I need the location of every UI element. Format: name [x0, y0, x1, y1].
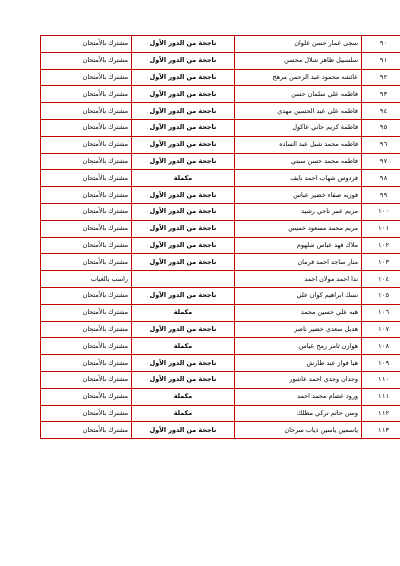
- row-number: ٩٤: [362, 103, 400, 120]
- results-table-body: [41, 36, 400, 439]
- row-number: ١٠٦: [362, 304, 400, 321]
- row-number: ٩٠: [362, 36, 400, 53]
- status-cell: مشترك بالأمتحان: [41, 287, 132, 304]
- row-number: ٩٣: [362, 86, 400, 103]
- status-cell: مشترك بالأمتحان: [41, 371, 132, 388]
- row-number: ١٠٣: [362, 254, 400, 271]
- table-row: [41, 388, 400, 405]
- table-row: [41, 153, 400, 170]
- row-number: ١٠٠: [362, 203, 400, 220]
- student-name: منار ساجد احمد فرمان: [235, 254, 362, 271]
- student-name: ورود عصام محمد احمد: [235, 388, 362, 405]
- result-cell: ناجحة من الدور الأول: [132, 187, 235, 204]
- result-cell: ناجحة من الدور الأول: [132, 69, 235, 86]
- status-cell: مشترك بالأمتحان: [41, 405, 132, 422]
- student-name: ملاك فهد عباس شلهوم: [235, 237, 362, 254]
- table-row: [41, 69, 400, 86]
- status-cell: مشترك بالأمتحان: [41, 422, 132, 439]
- table-row: [41, 304, 400, 321]
- student-name: هيا فواز عبد طارش: [235, 355, 362, 372]
- student-name: فوزيه صفاء خضير عباس: [235, 187, 362, 204]
- result-cell: ناجحة من الدور الأول: [132, 321, 235, 338]
- row-number: ١٠٢: [362, 237, 400, 254]
- table-row: [41, 103, 400, 120]
- student-name: وجدان وجدي احمد عاشور: [235, 371, 362, 388]
- table-row: [41, 86, 400, 103]
- status-cell: مشترك بالأمتحان: [41, 321, 132, 338]
- row-number: ١١٢: [362, 405, 400, 422]
- result-cell: مكملة: [132, 338, 235, 355]
- row-number: ٩٥: [362, 119, 400, 136]
- status-cell: مشترك بالأمتحان: [41, 237, 132, 254]
- table-row: [41, 271, 400, 288]
- student-name: فردوس شهاب احمد نايف: [235, 170, 362, 187]
- table-row: [41, 36, 400, 53]
- status-cell: مشترك بالأمتحان: [41, 86, 132, 103]
- status-cell: مشترك بالأمتحان: [41, 187, 132, 204]
- student-name: فاطمه علي عبد الحسين مهدي: [235, 103, 362, 120]
- status-cell: راسب بالغياب: [41, 271, 132, 288]
- result-cell: ناجحة من الدور الأول: [132, 86, 235, 103]
- row-number: ٩٩: [362, 187, 400, 204]
- student-name: سلسبيل ظاهر شلال محسن: [235, 52, 362, 69]
- result-cell: [132, 271, 235, 288]
- status-cell: مشترك بالأمتحان: [41, 136, 132, 153]
- result-cell: مكملة: [132, 304, 235, 321]
- table-row: [41, 136, 400, 153]
- table-row: [41, 371, 400, 388]
- student-name: ياسمين ياسين ذياب سرحان: [235, 422, 362, 439]
- result-cell: ناجحة من الدور الأول: [132, 36, 235, 53]
- status-cell: مشترك بالأمتحان: [41, 170, 132, 187]
- row-number: ٩٨: [362, 170, 400, 187]
- table-row: [41, 220, 400, 237]
- status-cell: مشترك بالأمتحان: [41, 203, 132, 220]
- table-row: [41, 422, 400, 439]
- status-cell: مشترك بالأمتحان: [41, 153, 132, 170]
- student-name: سجى عمار حسن علوان: [235, 36, 362, 53]
- status-cell: مشترك بالأمتحان: [41, 69, 132, 86]
- row-number: ١٠٥: [362, 287, 400, 304]
- student-name: فاطمه محمد شبل عبد الساده: [235, 136, 362, 153]
- row-number: ١١١: [362, 388, 400, 405]
- table-row: [41, 321, 400, 338]
- student-name: فاطمة كريم جاني عاكول: [235, 119, 362, 136]
- result-cell: ناجحة من الدور الأول: [132, 237, 235, 254]
- result-cell: مكملة: [132, 405, 235, 422]
- table-row: [41, 203, 400, 220]
- status-cell: مشترك بالأمتحان: [41, 304, 132, 321]
- result-cell: ناجحة من الدور الأول: [132, 254, 235, 271]
- table-row: [41, 338, 400, 355]
- status-cell: مشترك بالأمتحان: [41, 36, 132, 53]
- status-cell: مشترك بالأمتحان: [41, 52, 132, 69]
- table-row: [41, 254, 400, 271]
- student-name: هديل سعدي خضير ناصر: [235, 321, 362, 338]
- status-cell: مشترك بالأمتحان: [41, 388, 132, 405]
- status-cell: مشترك بالأمتحان: [41, 254, 132, 271]
- table-row: [41, 52, 400, 69]
- status-cell: مشترك بالأمتحان: [41, 103, 132, 120]
- result-cell: ناجحة من الدور الأول: [132, 287, 235, 304]
- row-number: ٩٦: [362, 136, 400, 153]
- result-cell: ناجحة من الدور الأول: [132, 103, 235, 120]
- row-number: ١٠٤: [362, 271, 400, 288]
- result-cell: ناجحة من الدور الأول: [132, 136, 235, 153]
- table-row: [41, 187, 400, 204]
- student-name: فاطمه علي سلمان حسن: [235, 86, 362, 103]
- status-cell: مشترك بالأمتحان: [41, 119, 132, 136]
- row-number: ٩٢: [362, 69, 400, 86]
- row-number: ٩١: [362, 52, 400, 69]
- row-number: ١١٠: [362, 371, 400, 388]
- result-cell: ناجحة من الدور الأول: [132, 220, 235, 237]
- result-cell: مكملة: [132, 388, 235, 405]
- row-number: ١١٣: [362, 422, 400, 439]
- result-cell: ناجحة من الدور الأول: [132, 371, 235, 388]
- status-cell: مشترك بالأمتحان: [41, 338, 132, 355]
- result-cell: ناجحة من الدور الأول: [132, 52, 235, 69]
- student-name: مريم عمر ناجي رشيد: [235, 203, 362, 220]
- table-row: [41, 237, 400, 254]
- row-number: ٩٧: [362, 153, 400, 170]
- row-number: ١٠٩: [362, 355, 400, 372]
- table-row: [41, 170, 400, 187]
- student-name: مريم محمد مسعود خميس: [235, 220, 362, 237]
- student-name: هبه علي حسين محمد: [235, 304, 362, 321]
- result-cell: ناجحة من الدور الأول: [132, 153, 235, 170]
- table-row: [41, 355, 400, 372]
- result-cell: ناجحة من الدور الأول: [132, 355, 235, 372]
- row-number: ١٠١: [362, 220, 400, 237]
- row-number: ١٠٨: [362, 338, 400, 355]
- student-name: نسك ابراهيم كوان علي: [235, 287, 362, 304]
- result-cell: ناجحة من الدور الأول: [132, 422, 235, 439]
- student-name: وسن حاتم تركي مطلك: [235, 405, 362, 422]
- table-row: [41, 287, 400, 304]
- table-row: [41, 119, 400, 136]
- student-name: هوازن ثامر رمح عباس: [235, 338, 362, 355]
- student-name: فاطمه محمد حسن سبتي: [235, 153, 362, 170]
- status-cell: مشترك بالأمتحان: [41, 355, 132, 372]
- row-number: ١٠٧: [362, 321, 400, 338]
- student-name: عائشه محمود عبد الرحمن مرهج: [235, 69, 362, 86]
- table-row: [41, 405, 400, 422]
- student-name: ندا احمد مولان احمد: [235, 271, 362, 288]
- status-cell: مشترك بالأمتحان: [41, 220, 132, 237]
- result-cell: مكملة: [132, 170, 235, 187]
- result-cell: ناجحة من الدور الأول: [132, 203, 235, 220]
- result-cell: ناجحة من الدور الأول: [132, 119, 235, 136]
- results-table: [40, 35, 400, 439]
